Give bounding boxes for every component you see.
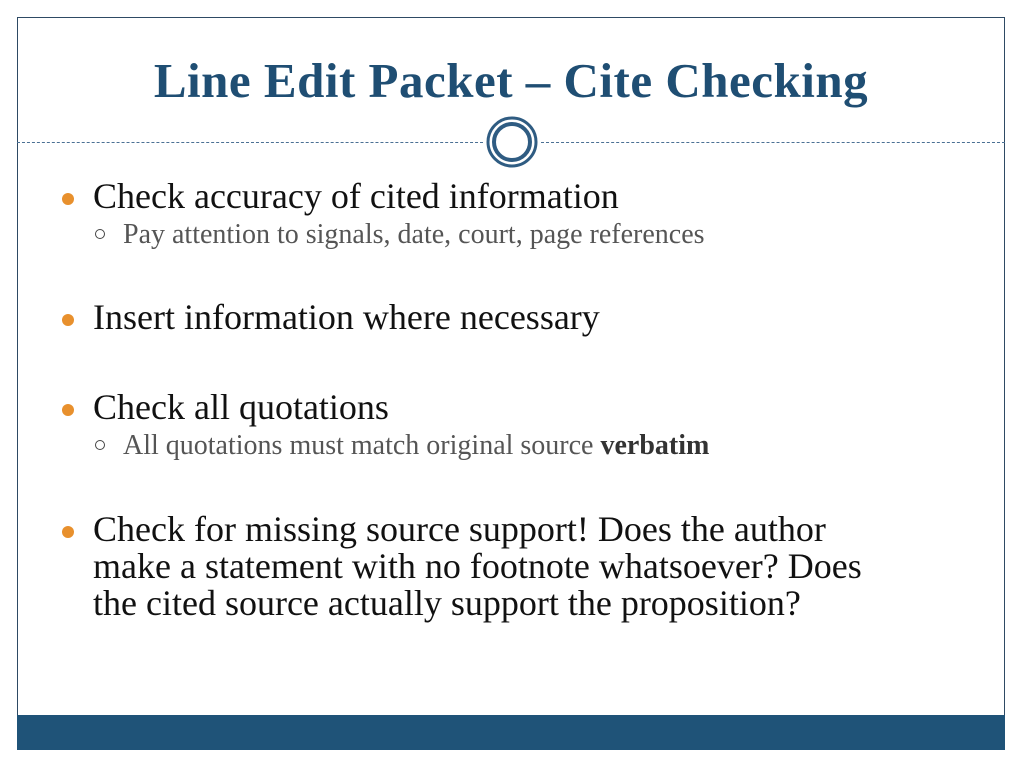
bullet-dot-icon [62,404,74,416]
slide-title: Line Edit Packet – Cite Checking [153,53,869,108]
sub-bullet-ring-icon [95,440,105,450]
bullet-item [60,178,980,215]
bullet-dot-icon [62,314,74,326]
bullet-text: Check all quotations [93,387,389,427]
bullet-dot-icon [62,526,74,538]
sub-bullet-text: All quotations must match original source [123,430,601,461]
sub-bullet-text: Pay attention to signals, date, court, page references [123,219,705,250]
bullet-dot-icon [62,193,74,205]
sub-bullet-item [60,430,980,462]
title-divider-right [541,142,1005,143]
bullet-text: Check for missing source support! Does the author make a statement with no footnote whatsoever? Does the cited source actually support the proposition? [93,509,862,623]
bullet-text: Check accuracy of cited information [93,176,619,216]
sub-bullet-item [60,219,980,251]
bullet-item [60,511,893,622]
circle-ornament-icon [485,115,539,169]
bullet-item [60,389,980,426]
emphasis-text: verbatim [600,430,710,461]
footer-bar [17,715,1005,750]
bullet-item [60,299,980,336]
title-divider-left [17,142,483,143]
bullet-text: Insert information where necessary [93,297,600,337]
sub-bullet-ring-icon [95,229,105,239]
slide-content [60,178,980,622]
